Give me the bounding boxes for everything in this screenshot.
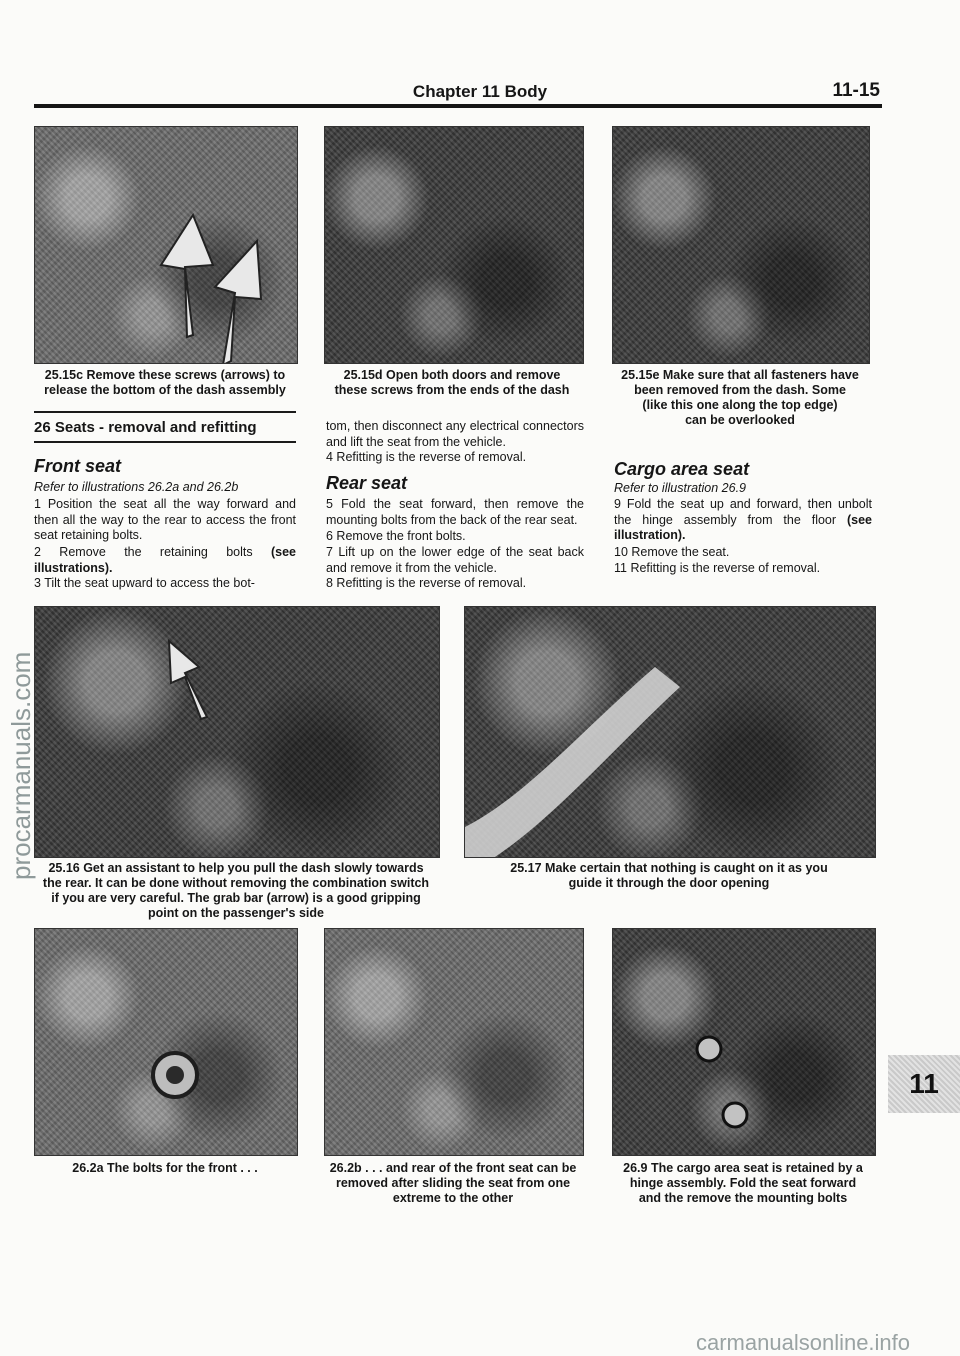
photo-25-15d (324, 126, 584, 364)
caption-26-2a: 26.2a The bolts for the front . . . (72, 1161, 258, 1175)
cargo-seat-step-10: 10 Remove the seat. (614, 545, 730, 559)
caption-26-2b: 26.2b . . . and rear of the front seat can be removed after sliding the seat from one extreme to the other (329, 1161, 577, 1205)
section-rule-bottom (34, 441, 296, 443)
caption-25-15d: 25.15d Open both doors and remove these screws from the ends of the dash (334, 368, 570, 397)
caption-25-16: 25.16 Get an assistant to help you pull the dash slowly towards the rear. It can be done without removing the combination switch if you are very careful. The grab bar (arrow) is a good gripping point on the passenger's side (42, 861, 430, 920)
rear-seat-step-8: 8 Refitting is the reverse of removal. (326, 576, 527, 590)
rear-seat-heading: Rear seat (326, 473, 408, 493)
watermark-left: procarmanuals.com (6, 651, 36, 880)
front-seat-ref: Refer to illustrations 26.2a and 26.2b (34, 480, 239, 494)
photo-25-15e (612, 126, 870, 364)
rear-seat-step-7: 7 Lift up on the lower edge of the seat back and remove it from the vehicle. (326, 545, 584, 575)
front-seat-step-3-cont: tom, then disconnect any electrical connectors and lift the seat from the vehicle. (326, 419, 584, 449)
front-seat-heading: Front seat (34, 456, 122, 476)
front-seat-step-3: 3 Tilt the seat upward to access the bot- (34, 576, 255, 590)
caption-26-9: 26.9 The cargo area seat is retained by a hinge assembly. Fold the seat forward and the remove the mounting bolts (623, 1161, 863, 1205)
front-seat-step-1: 1 Position the seat all the way forward and then all the way to the rear to access the front seat retaining bolts. (34, 497, 296, 542)
photo-26-2b (324, 928, 584, 1156)
arrow-icon (35, 127, 297, 363)
cargo-seat-step-9: 9 Fold the seat up and forward, then unbolt the hinge assembly from the floor (see illustration). (614, 497, 872, 542)
chapter-title: Chapter 11 Body (412, 82, 548, 101)
photo-25-15c (34, 126, 298, 364)
arm-shape (465, 607, 875, 857)
cargo-seat-ref: Refer to illustration 26.9 (614, 481, 747, 495)
bolt-icon (35, 929, 297, 1155)
section-rule-top (34, 411, 296, 413)
rear-seat-step-5: 5 Fold the seat forward, then remove the mounting bolts from the back of the rear seat. (326, 497, 584, 527)
section-heading: 26 Seats - removal and refitting (34, 419, 257, 436)
page-number: 11-15 (832, 80, 880, 101)
front-seat-step-4: 4 Refitting is the reverse of removal. (326, 450, 527, 464)
photo-26-2a (34, 928, 298, 1156)
photo-26-9 (612, 928, 876, 1156)
cargo-seat-step-11: 11 Refitting is the reverse of removal. (614, 561, 821, 575)
watermark-bottom: carmanualsonline.info (696, 1330, 911, 1355)
rear-seat-step-6: 6 Remove the front bolts. (326, 529, 466, 543)
cargo-seat-heading: Cargo area seat (614, 459, 750, 479)
photo-25-16 (34, 606, 440, 858)
arrow-icon (35, 607, 439, 857)
bolt-icon (613, 929, 875, 1155)
caption-25-15c: 25.15c Remove these screws (arrows) to release the bottom of the dash assembly (44, 368, 286, 397)
photo-25-17 (464, 606, 876, 858)
front-seat-step-2: 2 Remove the retaining bolts (see illustrations). (34, 545, 296, 575)
caption-25-17: 25.17 Make certain that nothing is caught on it as you guide it through the door opening (510, 861, 828, 890)
chapter-thumb-tab: 11 (888, 1055, 960, 1113)
header-rule (34, 104, 882, 108)
caption-25-15e: 25.15e Make sure that all fasteners have been removed from the dash. Some (like this one along the top edge) can be overlooked (621, 368, 859, 427)
